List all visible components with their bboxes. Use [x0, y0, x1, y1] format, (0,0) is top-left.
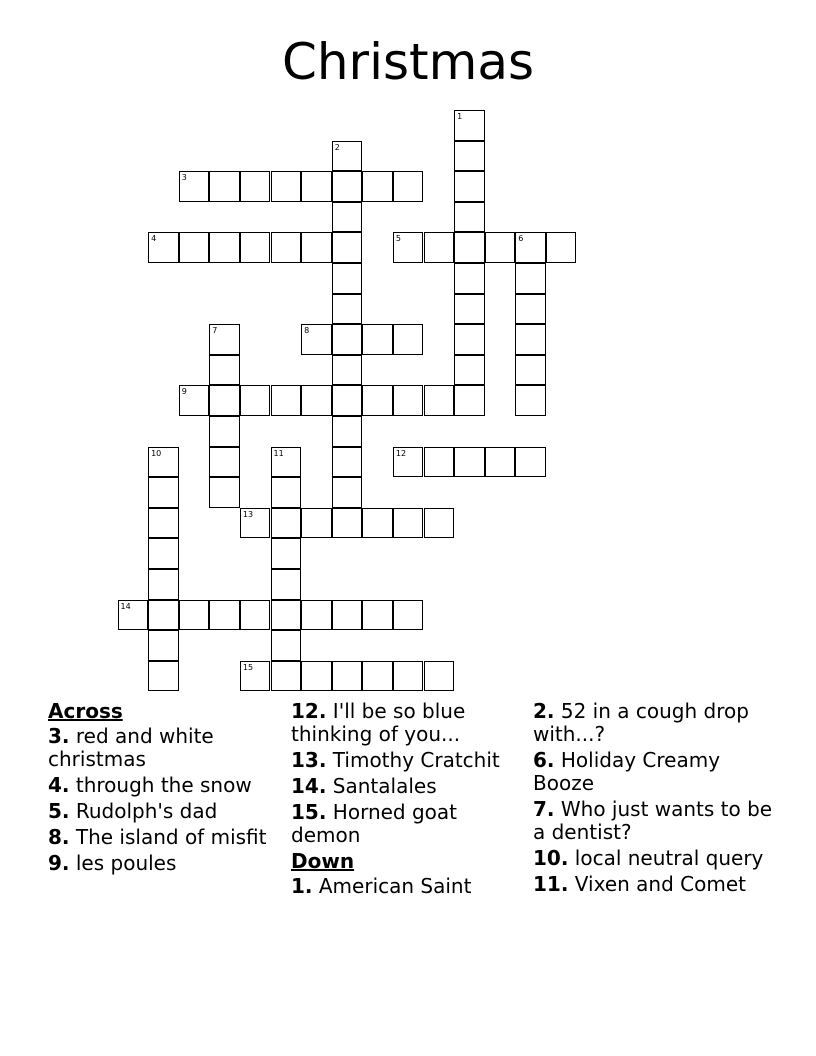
grid-cell[interactable]: [393, 171, 424, 202]
grid-cell[interactable]: [209, 355, 240, 386]
clue-number-label: 15: [242, 662, 254, 672]
grid-cell[interactable]: [332, 263, 363, 294]
grid-cell[interactable]: [393, 508, 424, 539]
grid-cell[interactable]: [454, 202, 485, 233]
clue-across-5: 5. Rudolph's dad: [48, 799, 218, 823]
clue-down-10: 10. local neutral query: [533, 846, 764, 870]
grid-cell[interactable]: [362, 600, 393, 631]
grid-cell[interactable]: [271, 630, 302, 661]
clue-across-14: 14. Santalales: [291, 774, 437, 798]
grid-cell[interactable]: [332, 141, 363, 172]
grid-cell[interactable]: [179, 171, 210, 202]
grid-cell[interactable]: [209, 385, 240, 416]
grid-cell[interactable]: [332, 385, 363, 416]
clue-number-label: 13: [242, 509, 254, 519]
clue-column-1: [48, 700, 288, 878]
grid-cell[interactable]: [515, 263, 546, 294]
grid-cell[interactable]: [332, 232, 363, 263]
grid-cell[interactable]: [485, 232, 516, 263]
grid-cell[interactable]: [515, 232, 546, 263]
grid-cell[interactable]: [362, 385, 393, 416]
clue-across-8: 8. The island of misfit: [48, 825, 267, 849]
clue-column-3: [533, 700, 773, 899]
grid-cell[interactable]: [271, 232, 302, 263]
clue-number-label: 1: [457, 112, 463, 121]
grid-cell[interactable]: [271, 385, 302, 416]
grid-cell[interactable]: [454, 294, 485, 325]
clue-number-label: 10: [151, 448, 162, 458]
grid-cell[interactable]: [209, 447, 240, 478]
grid-cell[interactable]: [148, 661, 179, 692]
grid-cell[interactable]: [301, 600, 332, 631]
grid-cell[interactable]: [454, 263, 485, 294]
grid-cell[interactable]: [362, 661, 393, 692]
grid-cell[interactable]: [271, 538, 302, 569]
grid-cell[interactable]: [454, 232, 485, 263]
grid-cell[interactable]: [515, 294, 546, 325]
grid-cell[interactable]: [332, 661, 363, 692]
clue-across-9: 9. les poules: [48, 851, 177, 875]
grid-cell[interactable]: [332, 600, 363, 631]
grid-cell[interactable]: [118, 600, 149, 631]
grid-cell[interactable]: [148, 447, 179, 478]
grid-cell[interactable]: [240, 385, 271, 416]
grid-cell[interactable]: [362, 324, 393, 355]
grid-cell[interactable]: [148, 232, 179, 263]
clue-down-7: 7. Who just wants to be a dentist?: [533, 797, 773, 844]
grid-cell[interactable]: [332, 294, 363, 325]
grid-cell[interactable]: [209, 232, 240, 263]
clue-number-label: 4: [151, 234, 157, 244]
grid-cell[interactable]: [179, 385, 210, 416]
grid-cell[interactable]: [332, 355, 363, 386]
clue-column-2: [291, 700, 519, 901]
grid-cell[interactable]: [332, 508, 363, 539]
clue-down-1: 1. American Saint: [291, 874, 472, 898]
grid-cell[interactable]: [546, 232, 577, 263]
grid-cell[interactable]: [148, 538, 179, 569]
grid-cell[interactable]: [240, 171, 271, 202]
grid-cell[interactable]: [271, 447, 302, 478]
clue-number-label: 5: [395, 234, 401, 244]
grid-cell[interactable]: [332, 447, 363, 478]
grid-cell[interactable]: [240, 232, 271, 263]
grid-cell[interactable]: [454, 324, 485, 355]
grid-cell[interactable]: [332, 416, 363, 447]
clue-number-label: 9: [181, 387, 187, 397]
grid-cell[interactable]: [362, 508, 393, 539]
clue-down-11: 11. Vixen and Comet: [533, 872, 746, 896]
grid-cell[interactable]: [362, 171, 393, 202]
grid-cell[interactable]: [424, 232, 455, 263]
clue-across-13: 13. Timothy Cratchit: [291, 748, 500, 772]
grid-cell[interactable]: [515, 385, 546, 416]
grid-cell[interactable]: [424, 508, 455, 539]
grid-cell[interactable]: [454, 447, 485, 478]
grid-cell[interactable]: [424, 385, 455, 416]
grid-cell[interactable]: [454, 385, 485, 416]
clue-number-label: 6: [518, 234, 524, 244]
clue-across-4: 4. through the snow: [48, 773, 252, 797]
grid-cell[interactable]: [332, 202, 363, 233]
grid-cell[interactable]: [393, 385, 424, 416]
clue-number-label: 7: [212, 326, 218, 336]
grid-cell[interactable]: [515, 324, 546, 355]
clue-number-label: 14: [120, 601, 131, 611]
grid-cell[interactable]: [240, 661, 271, 692]
grid-cell[interactable]: [485, 447, 516, 478]
grid-cell[interactable]: [424, 447, 455, 478]
clue-number-label: 8: [304, 326, 310, 336]
clue-down-2: 2. 52 in a cough drop with...?: [533, 699, 749, 746]
grid-cell[interactable]: [240, 508, 271, 539]
grid-cell[interactable]: [271, 661, 302, 692]
grid-cell[interactable]: [424, 661, 455, 692]
grid-cell[interactable]: [209, 600, 240, 631]
grid-cell[interactable]: [515, 447, 546, 478]
grid-cell[interactable]: [454, 110, 485, 141]
grid-cell[interactable]: [148, 508, 179, 539]
grid-cell[interactable]: [301, 171, 332, 202]
grid-cell[interactable]: [148, 569, 179, 600]
down-heading: Down: [291, 849, 355, 873]
grid-cell[interactable]: [271, 600, 302, 631]
grid-cell[interactable]: [148, 630, 179, 661]
clue-across-15: 15. Horned goat demon: [291, 800, 458, 847]
clue-number-label: 11: [273, 448, 284, 458]
grid-cell[interactable]: [393, 600, 424, 631]
grid-cell[interactable]: [332, 171, 363, 202]
grid-cell[interactable]: [271, 569, 302, 600]
clue-number-label: 12: [395, 448, 407, 458]
grid-cell[interactable]: [393, 661, 424, 692]
grid-cell[interactable]: [148, 600, 179, 631]
grid-cell[interactable]: [393, 324, 424, 355]
grid-cell[interactable]: [271, 477, 302, 508]
grid-cell[interactable]: [301, 508, 332, 539]
grid-cell[interactable]: [301, 661, 332, 692]
grid-cell[interactable]: [209, 477, 240, 508]
grid-cell[interactable]: [332, 324, 363, 355]
grid-cell[interactable]: [454, 171, 485, 202]
grid-cell[interactable]: [271, 508, 302, 539]
grid-cell[interactable]: [301, 385, 332, 416]
grid-cell[interactable]: [454, 141, 485, 172]
grid-cell[interactable]: [515, 355, 546, 386]
clue-down-6: 6. Holiday Creamy Booze: [533, 748, 721, 795]
grid-cell[interactable]: [393, 447, 424, 478]
clue-number-label: 2: [334, 142, 340, 152]
grid-cell[interactable]: [301, 324, 332, 355]
grid-cell[interactable]: [209, 324, 240, 355]
grid-cell[interactable]: [332, 477, 363, 508]
grid-cell[interactable]: [148, 477, 179, 508]
grid-cell[interactable]: [179, 600, 210, 631]
grid-cell[interactable]: [454, 355, 485, 386]
puzzle-title: Christmas: [281, 33, 535, 91]
grid-cell[interactable]: [240, 600, 271, 631]
grid-cell[interactable]: [271, 171, 302, 202]
grid-cell[interactable]: [179, 232, 210, 263]
clue-across-12: 12. I'll be so blue thinking of you...: [291, 699, 466, 746]
across-heading: Across: [48, 699, 123, 723]
grid-cell[interactable]: [209, 171, 240, 202]
grid-cell[interactable]: [301, 232, 332, 263]
grid-cell[interactable]: [209, 416, 240, 447]
grid-cell[interactable]: [393, 232, 424, 263]
clue-number-label: 3: [181, 173, 187, 183]
clue-across-3: 3. red and white christmas: [48, 724, 214, 771]
